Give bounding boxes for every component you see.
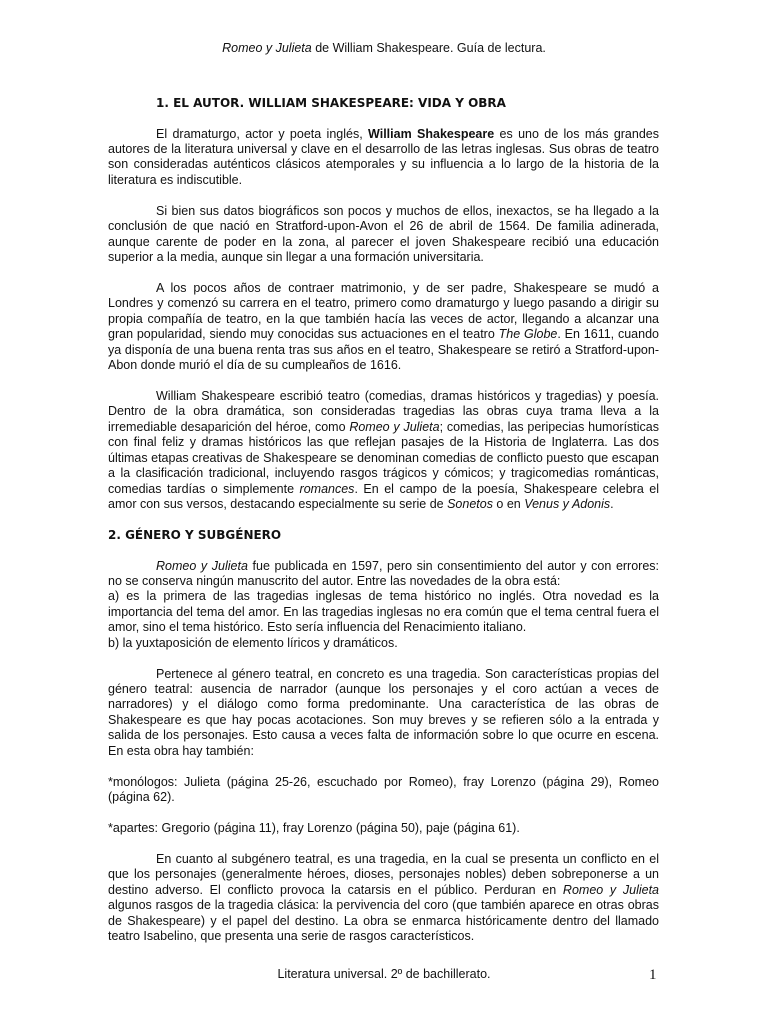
page-number: 1 <box>649 967 657 983</box>
section-1-heading: 1. EL AUTOR. WILLIAM SHAKESPEARE: VIDA Y OBRA <box>156 96 506 110</box>
section-1-paragraph-1: El dramaturgo, actor y poeta inglés, William Shakespeare es uno de los más grandes autores de la literatura universal y clave en el desarrollo de las letras inglesas. Sus obras de teatro son consideradas auténticos clásicos atemporales y su influencia a lo largo de la historia de la literatura es indiscutible. <box>108 126 659 187</box>
document-body <box>108 96 659 960</box>
header-subtitle: de William Shakespeare. Guía de lectura. <box>311 41 546 55</box>
novelty-item-a: a) es la primera de las tragedias inglesas de tema histórico no inglés. Otra novedad es la importancia del tema del amor. En las tragedias inglesas no era común que el tema central fuera el amor, sino el tema histórico. Esto sería influencia del Renacimiento italiano. <box>108 589 659 635</box>
section-1-paragraph-2: Si bien sus datos biográficos son pocos y muchos de ellos, inexactos, se ha llegado a la conclusión de que nació en Stratford-upon-Avon el 26 de abril de 1564. De familia adinerada, aunque carente de poder en la zona, al parecer el joven Shakespeare recibió una educación superior a la media, aunque sin llegar a una formación universitaria. <box>108 203 659 265</box>
section-2-paragraph-1: Romeo y Julieta fue publicada en 1597, pero sin consentimiento del autor y con errores: no se conserva ningún manuscrito del autor. Entre las novedades de la obra está: <box>108 558 660 588</box>
page-header <box>0 41 768 56</box>
section-2-paragraph-2: Pertenece al género teatral, en concreto es una tragedia. Son características propias del género teatral: ausencia de narrador (aunque los personajes y el coro actúan a veces de narradores) y el diálogo como forma predominante. Una característica de las obras de Shakespeare es que hay pocas acotaciones. Son muy breves y se refieren sólo a la entrada y salida de los personajes. Esto causa a veces falta de información sobre lo que ocurre en escena. En esta obra hay también: <box>108 666 659 758</box>
section-1-paragraph-3: A los pocos años de contraer matrimonio, y de ser padre, Shakespeare se mudó a Londres y comenzó su carrera en el teatro, primero como dramaturgo y luego pasando a dirigir su propia compañía de teatro, en la que también hacía las veces de actor, llegando a alcanzar una gran popularidad, siendo muy conocidas sus actuaciones en el teatro The Globe. En 1611, cuando ya disponía de una buena renta tras sus años en el teatro, Shakespeare se retiró a Stratford-upon-Abon donde murió el día de su cumpleaños de 1616. <box>108 281 659 373</box>
monologues-list: *monólogos: Julieta (página 25-26, escuchado por Romeo), fray Lorenzo (página 29), Romeo (página 62). <box>108 774 659 804</box>
novelty-item-b: b) la yuxtaposición de elemento líricos y dramáticos. <box>108 635 398 650</box>
section-2-heading: 2. GÉNERO Y SUBGÉNERO <box>108 527 282 542</box>
section-1-paragraph-4: William Shakespeare escribió teatro (comedias, dramas históricos y tragedias) y poesía. Dentro de la obra dramática, son consideradas tragedias las obras cuya trama lleva a la irremediable desaparición del héroe, como Romeo y Julieta; comedias, las peripecias humorísticas con final feliz y dramas históricos las que reflejan pasajes de la Historia de Inglaterra. Las dos últimas etapas creativas de Shakespeare se denominan comedias de conflicto puesto que escapan a la clasificación tradicional, incluyendo rasgos trágicos y cómicos; y tragicomedias románticas, comedias tardías o simplemente romances. En el campo de la poesía, Shakespeare celebra el amor con sus versos, destacando especialmente su serie de Sonetos o en Venus y Adonis. <box>108 389 659 511</box>
header-work-title: Romeo y Julieta <box>222 41 312 55</box>
author-name: William Shakespeare <box>368 126 495 141</box>
page-footer: Literatura universal. 2º de bachillerato. <box>277 967 491 981</box>
asides-list: *apartes: Gregorio (página 11), fray Lorenzo (página 50), paje (página 61). <box>108 820 520 835</box>
section-2-paragraph-3: En cuanto al subgénero teatral, es una tragedia, en la cual se presenta un conflicto en el que los personajes (generalmente héroes, dioses, personajes nobles) deben sobreponerse a un destino adverso. El conflicto provoca la catarsis en el público. Perduran en Romeo y Julieta algunos rasgos de la tragedia clásica: la pervivencia del coro (que también aparece en otras obras de Shakespeare) y el papel del destino. La obra se enmarca históricamente dentro del llamado teatro Isabelino, que presenta una serie de rasgos característicos. <box>108 851 659 943</box>
